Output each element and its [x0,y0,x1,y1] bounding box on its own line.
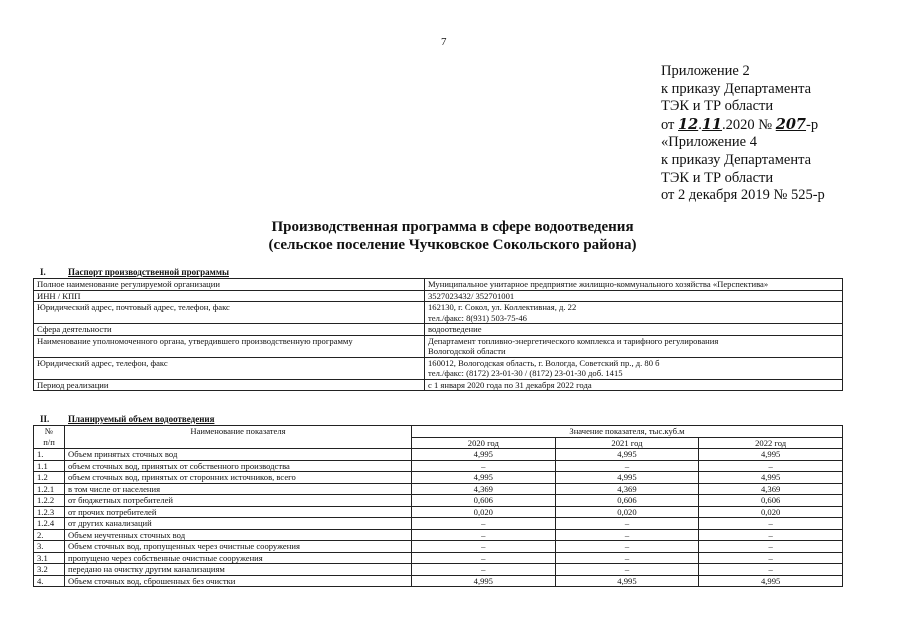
document-title: Производственная программа в сфере водоотведения [271,219,634,235]
row-value: 4,995 [699,472,843,484]
row-value: 4,995 [555,449,699,461]
table-row [34,449,843,461]
row-value: 0,606 [412,495,556,507]
section-title: Планируемый объем водоотведения [68,414,215,424]
header-year: 2021 год [555,437,699,449]
passport-label: Полное наименование регулируемой организации [34,279,425,291]
row-number: 1.1 [34,460,65,472]
row-value: 0,020 [699,506,843,518]
row-value: – [699,460,843,472]
row-number: 3. [34,541,65,553]
handwritten-number: 207 [775,115,807,133]
document-subtitle: (сельское поселение Чучковское Сокольского района) [268,237,637,253]
appendix-line: Приложение 2 [661,63,750,79]
section-title: Паспорт производственной программы [68,267,229,277]
table-row [34,552,843,564]
row-value: 4,995 [699,575,843,587]
passport-row [34,302,843,324]
table-row [34,518,843,530]
row-value: 4,369 [699,483,843,495]
header-year: 2020 год [412,437,556,449]
passport-table [33,278,843,391]
header-row [34,426,843,438]
row-value: – [555,529,699,541]
passport-label: Юридический адрес, почтовый адрес, телефон, факс [34,302,425,324]
row-label: в том числе от населения [65,483,412,495]
row-label: Объем сточных вод, сброшенных без очистки [65,575,412,587]
row-label: передано на очистку другим канализациям [65,564,412,576]
passport-value: 3527023432/ 352701001 [425,290,843,302]
date-prefix: от [661,116,675,133]
row-value: – [555,552,699,564]
row-value: 4,369 [555,483,699,495]
appendix-line: к приказу Департамента [661,151,812,168]
table-row [34,575,843,587]
passport-label: Наименование уполномоченного органа, утвердившего производственную программу [34,335,425,357]
row-label: Объем принятых сточных вод [65,449,412,461]
row-value: 4,369 [412,483,556,495]
passport-value: Департамент топливно-энергетического комплекса и тарифного регулирования Вологодской области [425,335,843,357]
section-number: II. [40,414,50,424]
appendix-line: от 2 декабря 2019 № 525-р [661,187,825,204]
passport-row [34,357,843,379]
passport-value: с 1 января 2020 года по 31 декабря 2022 года [425,379,843,391]
row-value: – [412,541,556,553]
table-row [34,541,843,553]
handwritten-day: 12 [678,115,699,133]
row-value: – [412,518,556,530]
row-value: 4,995 [555,575,699,587]
row-value: – [699,529,843,541]
passport-row [34,290,843,302]
row-label: объем сточных вод, принятых от собственного производства [65,460,412,472]
section-2-heading [40,414,214,424]
row-value: 0,020 [555,506,699,518]
header-value: Значение показателя, тыс.куб.м [412,426,843,438]
row-number: 3.2 [34,564,65,576]
section-1-heading [40,267,229,277]
header-year: 2022 год [699,437,843,449]
row-value: – [555,541,699,553]
row-label: от других канализаций [65,518,412,530]
row-label: от бюджетных потребителей [65,495,412,507]
table-row [34,460,843,472]
row-value: – [555,460,699,472]
passport-row [34,379,843,391]
row-value: – [555,564,699,576]
handwritten-month: 11 [701,115,723,133]
page-number: 7 [441,36,447,48]
row-value: – [699,541,843,553]
header-num: № п/п [34,426,65,449]
passport-value: 162130, г. Сокол, ул. Коллективная, д. 22 тел./факс: 8(931) 503-75-46 [425,302,843,324]
row-number: 1.2.1 [34,483,65,495]
passport-row [34,324,843,336]
row-value: – [412,529,556,541]
table-row [34,564,843,576]
date-year: .2020 № [722,116,773,133]
row-number: 3.1 [34,552,65,564]
row-value: 0,606 [555,495,699,507]
appendix-line: ТЭК и ТР области [661,169,774,186]
row-value: 4,995 [412,449,556,461]
table-row [34,495,843,507]
passport-row [34,335,843,357]
row-label: пропущено через собственные очистные сооружения [65,552,412,564]
row-value: 0,606 [699,495,843,507]
row-number: 1.2 [34,472,65,484]
date-dot: . [698,116,702,133]
appendix-line: «Приложение 4 [661,134,757,151]
passport-label: ИНН / КПП [34,290,425,302]
row-value: – [412,552,556,564]
row-value: 4,995 [412,575,556,587]
passport-label: Сфера деятельности [34,324,425,336]
passport-value: водоотведение [425,324,843,336]
row-value: – [699,518,843,530]
row-number: 1.2.4 [34,518,65,530]
row-number: 4. [34,575,65,587]
table-row [34,472,843,484]
row-value: – [412,564,556,576]
table-row [34,483,843,495]
row-number: 1.2.2 [34,495,65,507]
row-value: 4,995 [555,472,699,484]
row-label: от прочих потребителей [65,506,412,518]
row-value: – [699,564,843,576]
row-number: 2. [34,529,65,541]
appendix-line: ТЭК и ТР области [661,98,774,115]
table-row [34,506,843,518]
header-name: Наименование показателя [65,426,412,449]
number-suffix: -р [806,116,819,133]
volume-table [33,425,843,587]
row-value: – [699,552,843,564]
row-number: 1. [34,449,65,461]
row-value: – [412,460,556,472]
row-number: 1.2.3 [34,506,65,518]
section-number: I. [40,267,46,277]
row-value: 0,020 [412,506,556,518]
row-value: – [555,518,699,530]
passport-label: Период реализации [34,379,425,391]
row-label: Объем неучтенных сточных вод [65,529,412,541]
passport-value: 160012, Вологодская область, г. Вологда, Советский пр., д. 80 б тел./факс: (8172) 23-01-30 / (8172) 23-01-30 доб. 1415 [425,357,843,379]
passport-value: Муниципальное унитарное предприятие жилищно-коммунального хозяйства «Перспектива» [425,279,843,291]
row-value: 4,995 [699,449,843,461]
row-label: объем сточных вод, принятых от сторонних источников, всего [65,472,412,484]
row-label: Объем сточных вод, пропущенных через очистные сооружения [65,541,412,553]
appendix-date-line [661,116,825,135]
table-row [34,529,843,541]
appendix-block [661,63,825,205]
passport-row [34,279,843,291]
appendix-line: к приказу Департамента [661,80,812,97]
passport-label: Юридический адрес, телефон, факс [34,357,425,379]
row-value: 4,995 [412,472,556,484]
